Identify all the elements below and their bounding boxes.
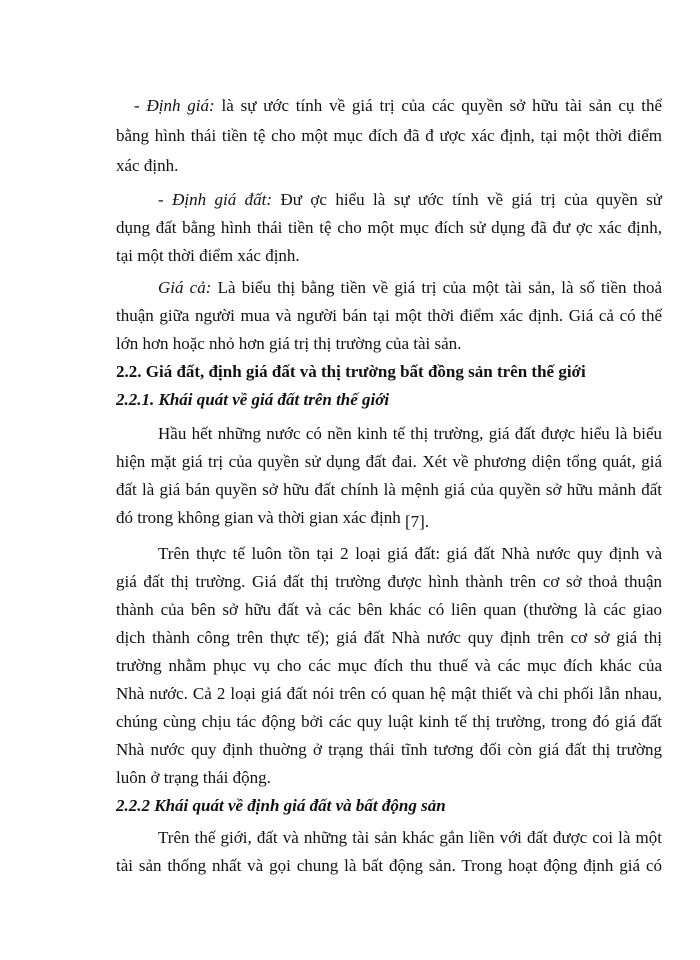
- paragraph-3-line-3: lớn hơn hoặc nhỏ hơn giá trị thị trường của tài sản.: [116, 334, 462, 353]
- paragraph-4-line-3: đất là giá bán quyền sở hữu đất chính là mệnh giá của quyền sở hữu mảnh đất: [116, 480, 662, 499]
- definition-label: Giá cả:: [158, 278, 212, 297]
- paragraph-2-line-2: dụng đất bằng hình thái tiền tệ cho một mục đích sử dụng đã đư ợc xác định,: [116, 218, 662, 237]
- definition-label: - Định giá đất:: [158, 190, 273, 209]
- paragraph-4-line-2: hiện mặt giá trị của quyền sử dụng đất đai. Xét về phương diện tổng quát, giá: [116, 452, 662, 471]
- paragraph-5-line-8: Nhà nước quy định thuờng ở trạng thái tĩnh tương đối còn giá đất thị trường: [116, 740, 662, 759]
- paragraph-1-line-1: [134, 96, 662, 116]
- paragraph-5-line-9: luôn ở trạng thái động.: [116, 768, 271, 787]
- section-heading-2-2-2: 2.2.2 Khái quát về định giá đất và bất động sản: [116, 796, 446, 815]
- section-heading-2-2: 2.2. Giá đất, định giá đất và thị trường bất đồng sản trên thế giới: [116, 362, 586, 381]
- paragraph-4-line-1: Hầu hết những nước có nền kinh tế thị trường, giá đất được hiểu là biểu: [158, 424, 662, 443]
- paragraph-5-line-2: giá đất thị trường. Giá đất thị trường được hình thành trên cơ sở thoả thuận: [116, 572, 662, 591]
- definition-label: - Định giá:: [134, 96, 215, 115]
- paragraph-2-line-1: [158, 190, 662, 210]
- paragraph-5-line-6: Nhà nước. Cả 2 loại giá đất nói trên có quan hệ mật thiết và chi phối lẫn nhau,: [116, 684, 662, 703]
- paragraph-1-line-2: bằng hình thái tiền tệ cho một mục đích đã đ ược xác định, tại một thời điểm: [116, 126, 662, 145]
- paragraph-5-line-4: dịch thành công trên thực tế); giá đất Nhà nước quy định trên cơ sở giá thị: [116, 628, 662, 647]
- paragraph-5-line-1: Trên thực tế luôn tồn tại 2 loại giá đất: giá đất Nhà nước quy định và: [158, 544, 662, 563]
- text-run: đó trong không gian và thời gian xác định: [116, 508, 401, 527]
- paragraph-5-line-7: chúng cùng chịu tác động bởi các quy luật kinh tế thị trường, trong đó giá đất: [116, 712, 662, 731]
- section-heading-2-2-1: 2.2.1. Khái quát về giá đất trên thế giới: [116, 390, 390, 409]
- text-run: Là biểu thị bằng tiền về giá trị của một tài sản, là số tiền thoả: [217, 278, 662, 297]
- text-run: Đư ợc hiểu là sự ước tính về giá trị của quyền sử: [280, 190, 662, 209]
- paragraph-4-line-4: [116, 508, 662, 531]
- paragraph-1-line-3: xác định.: [116, 156, 179, 175]
- paragraph-2-line-3: tại một thời điểm xác định.: [116, 246, 300, 265]
- citation-reference: [7].: [404, 512, 430, 531]
- text-run: là sự ước tính về giá trị của các quyền sở hữu tài sản cụ thể: [221, 96, 663, 115]
- paragraph-5-line-5: trường nhằm phục vụ cho các mục đích thu thuế và các mục đích khác của: [116, 656, 662, 675]
- paragraph-3-line-2: thuận giữa người mua và người bán tại một thời điểm xác định. Giá cả có thể: [116, 306, 662, 325]
- paragraph-6-line-1: Trên thế giới, đất và những tài sản khác gắn liền với đất được coi là một: [158, 828, 662, 847]
- paragraph-5-line-3: thành của bên sở hữu đất và các bên khác có liên quan (thường là các giao: [116, 600, 662, 619]
- paragraph-6-line-2: tài sản thống nhất và gọi chung là bất động sản. Trong hoạt động định giá có: [116, 856, 662, 875]
- paragraph-3-line-1: [158, 278, 662, 298]
